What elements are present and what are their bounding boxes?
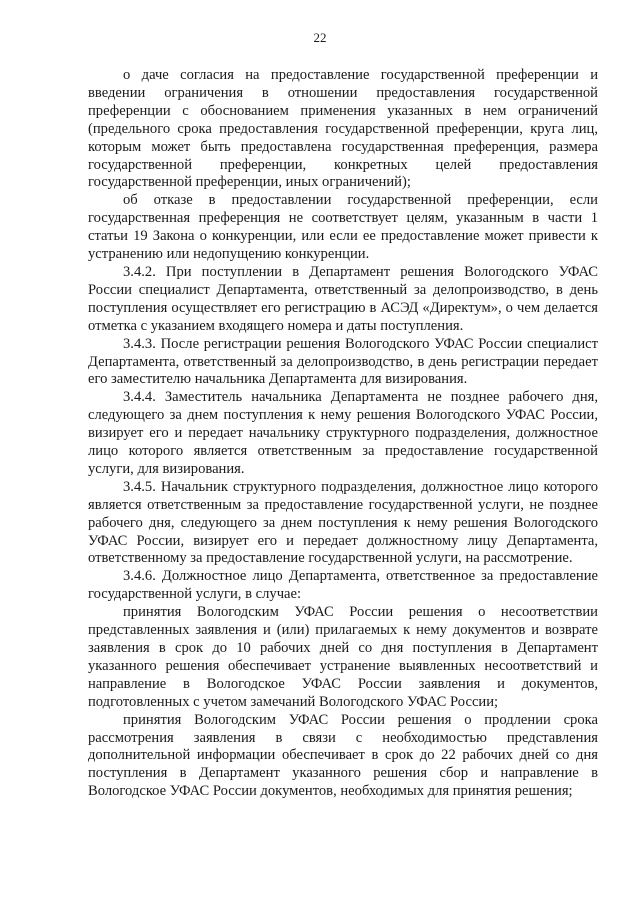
paragraph-extension-case: принятия Вологодским УФАС России решения о продлении срока рассмотрения заявления в связи с необходимостью представления дополнительной информации обеспечивает в срок до 22 рабочих дней со дня поступления в Департамент указанного решения сбор и направление в Вологодское УФАС России документов, необходимых для принятия решения;	[88, 711, 598, 800]
paragraph-3-4-2: 3.4.2. При поступлении в Департамент решения Вологодского УФАС России специалист Департамента, ответственный за делопроизводство, в день поступления осуществляет его регистрацию в АСЭД «Директум», о чем делается отметка с указанием входящего номера и даты поступления.	[88, 263, 598, 334]
paragraph-nonconformity-case: принятия Вологодским УФАС России решения о несоответствии представленных заявления и (или) прилагаемых к нему документов и возврате заявления в срок до 10 рабочих дней со дня поступления в Департамент указанного решения обеспечивает устранение выявленных несоответствий и направление в Вологодское УФАС России заявления и документов, подготовленных с учетом замечаний Вологодского УФАС России;	[88, 604, 598, 710]
document-body	[88, 67, 598, 801]
paragraph-preference-consent: о даче согласия на предоставление государственной преференции и введении ограничения в отношении предоставления государственной преференции с обоснованием применения указанных в нем ограничений (предельного срока предоставления государственной преференции, круга лиц, которым может быть предоставлена государственная преференция, размера государственной преференции, конкретных целей предоставления государственной преференции, иных ограничений);	[88, 67, 598, 191]
paragraph-3-4-3: 3.4.3. После регистрации решения Вологодского УФАС России специалист Департамента, ответственный за делопроизводство, в день регистрации передает его заместителю начальника Департамента для визирования.	[88, 335, 598, 388]
page-number: 22	[313, 30, 327, 45]
paragraph-preference-refusal: об отказе в предоставлении государственной преференции, если государственная преференция не соответствует целям, указанным в части 1 статьи 19 Закона о конкуренции, или если ее предоставление может привести к устранению или недопущению конкуренции.	[88, 192, 598, 263]
paragraph-3-4-6: 3.4.6. Должностное лицо Департамента, ответственное за предоставление государственной услуги, в случае:	[88, 568, 598, 603]
paragraph-3-4-4: 3.4.4. Заместитель начальника Департамента не позднее рабочего дня, следующего за днем поступления к нему решения Вологодского УФАС России, визирует его и передает начальнику структурного подразделения, должностное лицо которого является ответственным за предоставление государственной услуги, для визирования.	[88, 389, 598, 477]
paragraph-3-4-5: 3.4.5. Начальник структурного подразделения, должностное лицо которого является ответственным за предоставление государственной услуги, не позднее рабочего дня, следующего за днем поступления к нему решения Вологодского УФАС России, визирует его и передает должностному лицу Департамента, ответственному за предоставление государственной услуги, на рассмотрение.	[88, 478, 598, 567]
